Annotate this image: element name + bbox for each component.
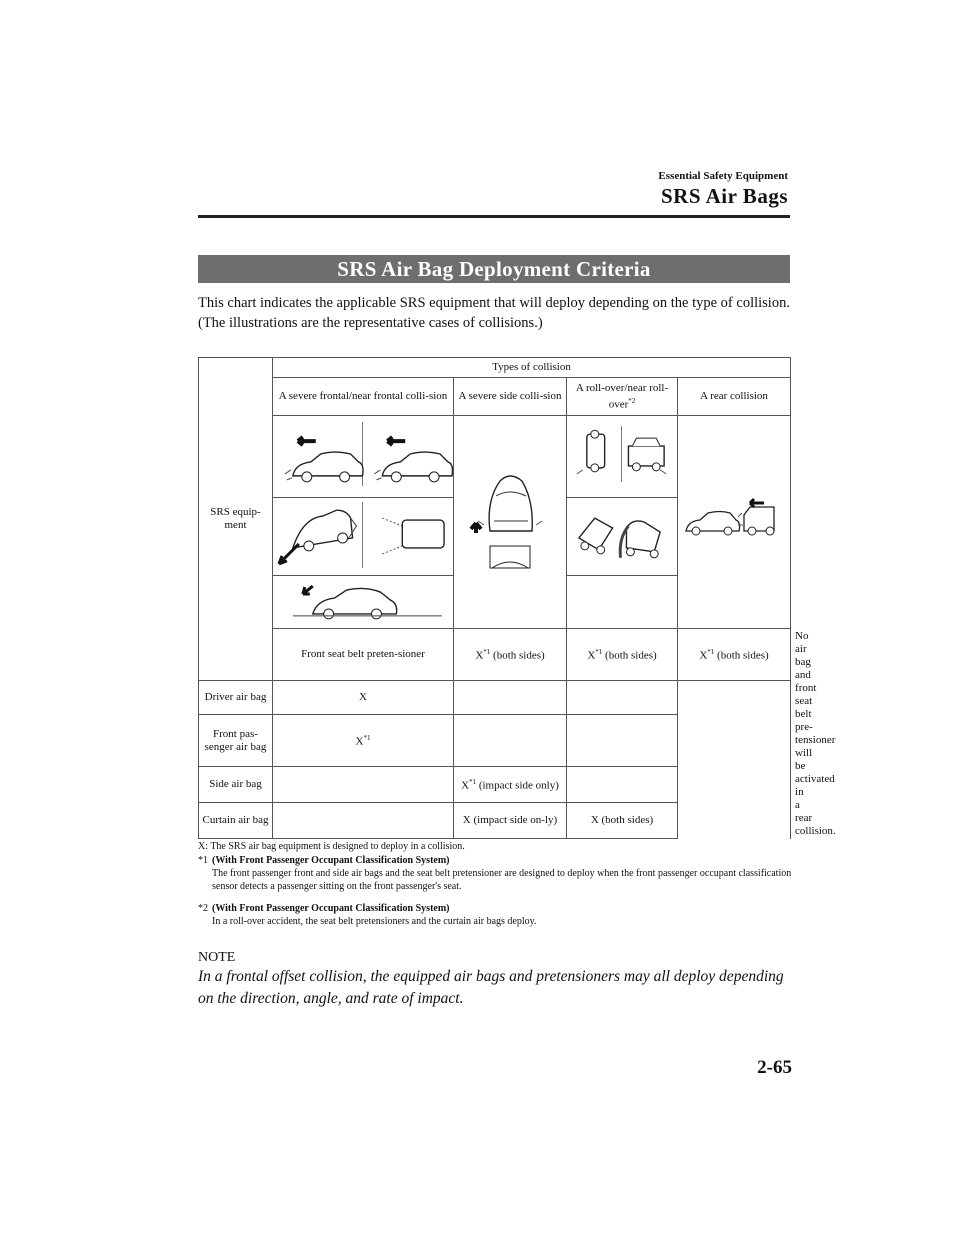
cell-frontal-3 xyxy=(273,767,454,803)
cell-side-2 xyxy=(454,715,567,767)
cell-side-1 xyxy=(454,681,567,715)
section-title: SRS Air Bags xyxy=(661,184,788,208)
frontal-illustration-1 xyxy=(273,416,454,498)
rollover-illustration-2 xyxy=(567,498,678,576)
col-rollover: A roll-over/near roll-over$^{*2}$ xyxy=(567,378,678,416)
cell-roll-2 xyxy=(567,715,678,767)
page-number: 2-65 xyxy=(757,1057,792,1078)
intro-text xyxy=(198,293,798,333)
types-of-collision-header: Types of collision xyxy=(273,358,791,378)
cell-roll-0: $X^{*1}$ (both sides) xyxy=(678,629,791,681)
footnote-1-text: The front passenger front and side air bags and the seat belt pretensioner are designed to deploy when the front passenger occupant classification sensor detects a passenger sitting on the front passenger's seat. xyxy=(212,868,792,892)
deployment-table: SRS equip-ment Types of collision A severe frontal/near frontal colli-sion A severe side colli-sion A roll-over/near roll-over$^{*2}$ A rear collision Front seat belt preten-sioner $X^{*1}$ (both sides) $X^{*1}$ (both sides) $X^{*1}$ (both sides) No air bag and front seat belt pre-tensioner will be activated in a rear collision. Driver air bag X Front pas-senger air bag $X^{*1}$ Side air bag $X^{*1}$ (impact side only) Curtain air bag X (impact side on-ly) X (both sides) xyxy=(198,357,791,839)
side-illustration xyxy=(454,416,567,629)
cell-frontal-4 xyxy=(273,803,454,839)
col-side: A severe side colli-sion xyxy=(454,378,567,416)
cell-frontal-0: $X^{*1}$ (both sides) xyxy=(454,629,567,681)
cell-roll-1 xyxy=(567,681,678,715)
srs-equipment-header: SRS equip-ment xyxy=(199,358,273,681)
cell-frontal-1: X xyxy=(273,681,454,715)
footnote-2-text: In a roll-over accident, the seat belt pretensioners and the curtain air bags deploy. xyxy=(212,916,537,927)
note-heading: NOTE xyxy=(198,950,236,965)
row-label-driver-air-bag: Driver air bag xyxy=(199,681,273,715)
cell-frontal-2: $X^{*1}$ xyxy=(273,715,454,767)
frontal-illustration-3 xyxy=(273,576,454,629)
note-body: In a frontal offset collision, the equipped air bags and pretensioners may all deploy depending on the direction, angle, and rate of impact. xyxy=(198,968,784,1007)
cell-roll-4: X (both sides) xyxy=(567,803,678,839)
col-frontal: A severe frontal/near frontal colli-sion xyxy=(273,378,454,416)
rollover-empty-cell xyxy=(567,576,678,629)
row-label-front-passenger-air-bag: Front pas-senger air bag xyxy=(199,715,273,767)
footnote-2-mark: *2 xyxy=(198,903,208,914)
col-rear: A rear collision xyxy=(678,378,791,416)
row-label-front-seat-belt: Front seat belt preten-sioner xyxy=(273,629,454,681)
row-label-curtain-air-bag: Curtain air bag xyxy=(199,803,273,839)
rollover-illustration-1 xyxy=(567,416,678,498)
intro-line: This chart indicates the applicable SRS equipment that will deploy depending on the type of collision. xyxy=(198,295,790,311)
footnote-1 xyxy=(198,854,798,893)
footnote-x: X: The SRS air bag equipment is designed to deploy in a collision. xyxy=(198,841,465,852)
cell-side-3: $X^{*1}$ (impact side only) xyxy=(454,767,567,803)
cell-roll-3 xyxy=(567,767,678,803)
intro-note: (The illustrations are the representative cases of collisions.) xyxy=(198,315,543,331)
row-label-side-air-bag: Side air bag xyxy=(199,767,273,803)
cell-side-0: $X^{*1}$ (both sides) xyxy=(567,629,678,681)
frontal-illustration-2 xyxy=(273,498,454,576)
footnote-1-title: (With Front Passenger Occupant Classification System) xyxy=(212,855,450,866)
footnote-2 xyxy=(198,902,798,928)
cell-side-4: X (impact side on-ly) xyxy=(454,803,567,839)
footnote-1-mark: *1 xyxy=(198,855,208,866)
section-label: Essential Safety Equipment xyxy=(658,170,788,182)
footnote-2-title: (With Front Passenger Occupant Classification System) xyxy=(212,903,450,914)
rear-illustration xyxy=(678,416,791,629)
header-rule xyxy=(198,215,790,218)
page-banner: SRS Air Bag Deployment Criteria xyxy=(198,255,790,283)
